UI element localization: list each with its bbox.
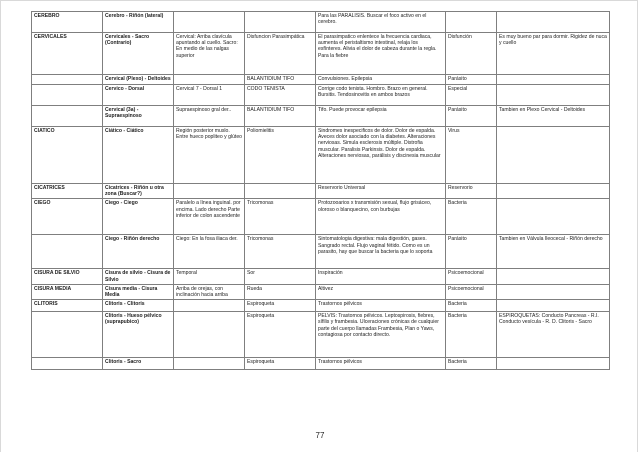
type-cell: Reservorio [446, 184, 497, 199]
organ-name-cell [32, 312, 103, 358]
location-cell [174, 75, 245, 85]
organ-name-cell [32, 75, 103, 85]
description-cell: El parasimpatico enlentece la frecuencia cardiaca, aumenta el peristaltismo intestinal, relaja los esfínteres. Alivia el dolor de cabeza durante la regla. Para la fiebre [316, 33, 446, 75]
zone-pair-cell: Cervicales - Sacro (Contrario) [103, 33, 174, 75]
organ-name-cell [32, 106, 103, 127]
pathogen-cell: BALANTIDIUM TIFO [245, 106, 316, 127]
type-cell: Bacteria [446, 199, 497, 235]
table-row [32, 269, 610, 284]
table-row [32, 85, 610, 106]
type-cell: Psicoemocional [446, 284, 497, 299]
type-cell: Virus [446, 127, 497, 184]
description-cell: Sintomatologia digestiva: mala digestión, gases. Sangrado rectal. Flujo vaginal fétido. Como es un parasito, hay que buscar la bacteria que lo soporta [316, 235, 446, 269]
organ-name-cell: CISURA DE SILVIO [32, 269, 103, 284]
type-cell: Psicoemocional [446, 269, 497, 284]
pathogen-cell: Tricomonas [245, 199, 316, 235]
pathogen-cell: CODO TENISTA [245, 85, 316, 106]
zone-pair-cell: Clitoris - Sacro [103, 358, 174, 370]
table-row [32, 358, 610, 370]
location-cell: Cervical: Arriba clavícula apuntando al cuello. Sacro: En medio de las nalgas superior [174, 33, 245, 75]
pathogen-cell [245, 184, 316, 199]
organ-name-cell: CIEGO [32, 199, 103, 235]
pathogen-cell: Espiroqueta [245, 300, 316, 312]
type-cell [446, 12, 497, 33]
pathogen-cell: Espiroqueta [245, 358, 316, 370]
pathogen-cell: Sor [245, 269, 316, 284]
description-cell: Inspiración [316, 269, 446, 284]
type-cell: Bacteria [446, 300, 497, 312]
pathogen-cell: Poliomielitis [245, 127, 316, 184]
table-row [32, 33, 610, 75]
notes-cell [497, 127, 610, 184]
organ-name-cell: CEREBRO [32, 12, 103, 33]
notes-cell [497, 199, 610, 235]
pathogen-cell: Espiroqueta [245, 312, 316, 358]
table-row [32, 106, 610, 127]
organ-name-cell: CISURA MEDIA [32, 284, 103, 299]
notes-cell [497, 300, 610, 312]
notes-cell [497, 358, 610, 370]
table-row [32, 127, 610, 184]
type-cell: Bacteria [446, 358, 497, 370]
description-cell: Convulsiones. Epilepsia [316, 75, 446, 85]
notes-cell [497, 75, 610, 85]
description-cell: Tifo. Puede provocar epilepsia [316, 106, 446, 127]
organ-name-cell [32, 358, 103, 370]
location-cell: Arriba de orejas, con inclinación hacia arriba [174, 284, 245, 299]
notes-cell [497, 284, 610, 299]
pathogen-cell: Tricomonas [245, 235, 316, 269]
description-cell: Altivez [316, 284, 446, 299]
pathogen-cell: Disfuncion Parasimpática [245, 33, 316, 75]
organ-name-cell: CIATICO [32, 127, 103, 184]
notes-cell: ESPIROQUETAS: Conducto Pancreas - R.I. Conducto vesícula - R. D. Clitoris - Sacro [497, 312, 610, 358]
zone-pair-cell: Clitoris - Hueso pélvico (suprapubico) [103, 312, 174, 358]
table-row [32, 75, 610, 85]
location-cell [174, 312, 245, 358]
pairs-table [31, 11, 610, 370]
table-row [32, 184, 610, 199]
location-cell [174, 184, 245, 199]
location-cell: Supraespinoso gral der.. [174, 106, 245, 127]
description-cell: Trastornos pélvicos [316, 300, 446, 312]
zone-pair-cell: Cerebro - Riñón (lateral) [103, 12, 174, 33]
description-cell: Corrige codo tenista. Hombro. Brazo en general. Bursitis. Tendosinovitis en ambos brazos [316, 85, 446, 106]
table-row [32, 199, 610, 235]
description-cell: Para las PARALISIS. Buscar el foco activo en el cerebro. [316, 12, 446, 33]
location-cell [174, 300, 245, 312]
zone-pair-cell: Cisura de silvio - Cisura de Silvio [103, 269, 174, 284]
zone-pair-cell: Cicatrices - Riñón u otra zona (Buscar?) [103, 184, 174, 199]
location-cell [174, 358, 245, 370]
location-cell: Paralelo a línea inguinal. por encima. Lado derecho Parte inferior de colon ascendente [174, 199, 245, 235]
table-body [32, 12, 610, 370]
notes-cell: Es muy bueno par para dormir. Rigidez de nuca y cuello [497, 33, 610, 75]
description-cell: Sindromes inespecificos de dolor. Dolor de espalda. Aveces dolor asociado con la diabetes. Alteraciones nerviosas. Simula esclerosis múltiple. Distrofia muscular. Paralisis Parkinsis. Dolor de espalda. Alteraciones nerviosas, parálisis y discinesia muscular [316, 127, 446, 184]
zone-pair-cell: Ciego - Riñón derecho [103, 235, 174, 269]
type-cell: Bacteria [446, 312, 497, 358]
table-row [32, 300, 610, 312]
pathogen-cell: Rueda [245, 284, 316, 299]
location-cell: Ciego: En la fosa iliaca der. [174, 235, 245, 269]
location-cell: Cervical 7 - Dorsal 1 [174, 85, 245, 106]
organ-name-cell: CLITORIS [32, 300, 103, 312]
type-cell: Disfunción [446, 33, 497, 75]
table-row [32, 312, 610, 358]
description-cell: Protozooarios x transmisión sexual, flujo grisáceo, oloroso o blanquecino, con burbujas [316, 199, 446, 235]
zone-pair-cell: Cervico - Dorsal [103, 85, 174, 106]
notes-cell [497, 184, 610, 199]
type-cell: Parásito [446, 235, 497, 269]
type-cell: Especial [446, 85, 497, 106]
notes-cell: Tambien en Plexo Cervical - Deltoides [497, 106, 610, 127]
notes-cell [497, 85, 610, 106]
zone-pair-cell: Cervical (3a) - Supraespinoso [103, 106, 174, 127]
type-cell: Parásito [446, 106, 497, 127]
zone-pair-cell: Cervical (Plexo) - Deltoides [103, 75, 174, 85]
pathogen-cell: BALANTIDIUM TIFO [245, 75, 316, 85]
table-row [32, 235, 610, 269]
notes-cell [497, 12, 610, 33]
table-row [32, 12, 610, 33]
zone-pair-cell: Clitoris - Clitoris [103, 300, 174, 312]
description-cell: PELVIS: Trastornos pélvicos. Leptospirosis, fiebres, sífilis y frambesia. Ulceraciones crónicas de cualquier parte del cuerpo llamadas Frambesia, Plan o Yaws, contagiosa por contacto directo. [316, 312, 446, 358]
zone-pair-cell: Ciático - Ciático [103, 127, 174, 184]
description-cell: Reservorio Universal [316, 184, 446, 199]
location-cell: Región posterior muslo. Entre hueco popliteo y glúteo [174, 127, 245, 184]
description-cell: Trastornos pélvicos [316, 358, 446, 370]
table-row [32, 284, 610, 299]
notes-cell: Tambien en Válvula Ileocecal - Riñón derecho [497, 235, 610, 269]
page-number: 77 [315, 431, 325, 440]
location-cell: Temporal [174, 269, 245, 284]
zone-pair-cell: Ciego - Ciego [103, 199, 174, 235]
organ-name-cell [32, 85, 103, 106]
organ-name-cell: CERVICALES [32, 33, 103, 75]
location-cell [174, 12, 245, 33]
notes-cell [497, 269, 610, 284]
organ-name-cell [32, 235, 103, 269]
organ-name-cell: CICATRICES [32, 184, 103, 199]
zone-pair-cell: Cisura media - Cisura Media [103, 284, 174, 299]
type-cell: Parásito [446, 75, 497, 85]
pathogen-cell [245, 12, 316, 33]
